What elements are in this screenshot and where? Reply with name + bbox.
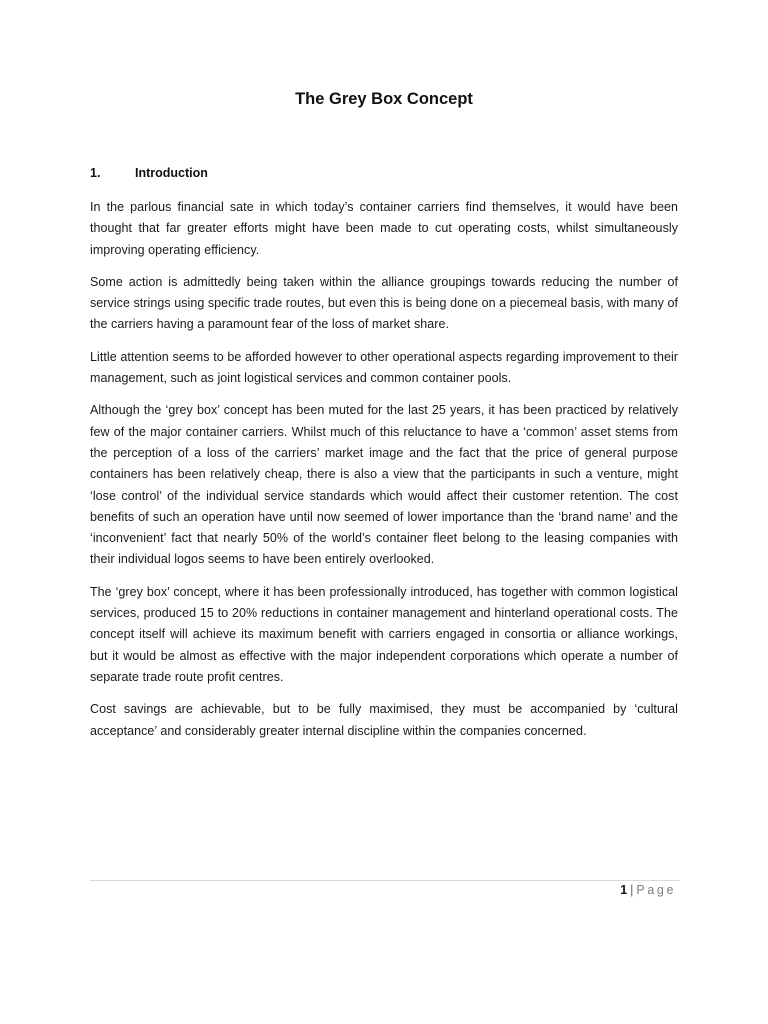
paragraph: The ‘grey box’ concept, where it has been professionally introduced, has together with common logistical services, produced 15 to 20% reductions in container management and hinterland operational costs. The concept itself will achieve its maximum benefit with carriers engaged in consortia or alliance workings, but it would be almost as effective with the major independent corporations which operate a number of separate trade route profit centres. — [90, 584, 678, 684]
section-heading — [90, 166, 208, 180]
paragraph: Some action is admittedly being taken within the alliance groupings towards reducing the number of service strings using specific trade routes, but even this is being done on a piecemeal basis, with many of the carriers having a paramount fear of the loss of market share. — [90, 274, 678, 332]
section-title: Introduction — [135, 166, 208, 180]
section-number: 1. — [90, 166, 101, 180]
document-title: The Grey Box Concept — [295, 90, 473, 108]
page-number: 1 — [620, 883, 628, 897]
footer-divider — [90, 880, 680, 881]
page-footer — [620, 883, 676, 897]
footer-separator: | — [630, 883, 634, 897]
paragraph: Although the ‘grey box’ concept has been muted for the last 25 years, it has been practiced by relatively few of the major container carriers. Whilst much of this reluctance to have a ‘common’ asset stems from the perception of a loss of the carriers’ market image and the fact that the price of general purpose containers has been relatively cheap, there is also a view that the participants in such a venture, might ‘lose control’ of the individual service standards which would affect their customer retention. The cost benefits of such an operation have until now seemed of lower importance than the ‘brand name’ and the ‘inconvenient’ fact that nearly 50% of the world’s container fleet belong to the leasing companies with their individual logos seems to have been entirely overlooked. — [90, 403, 678, 567]
page-label: Page — [636, 883, 676, 897]
body-text — [90, 197, 678, 753]
paragraph: In the parlous financial sate in which today’s container carriers find themselves, it would have been thought that far greater efforts might have been made to cut operating costs, whilst simultaneously improving operating efficiency. — [90, 200, 678, 257]
paragraph: Cost savings are achievable, but to be fully maximised, they must be accompanied by ‘cultural acceptance’ and considerably greater internal discipline within the companies concerned. — [90, 702, 678, 738]
paragraph: Little attention seems to be afforded however to other operational aspects regarding improvement to their management, such as joint logistical services and common container pools. — [90, 349, 678, 386]
